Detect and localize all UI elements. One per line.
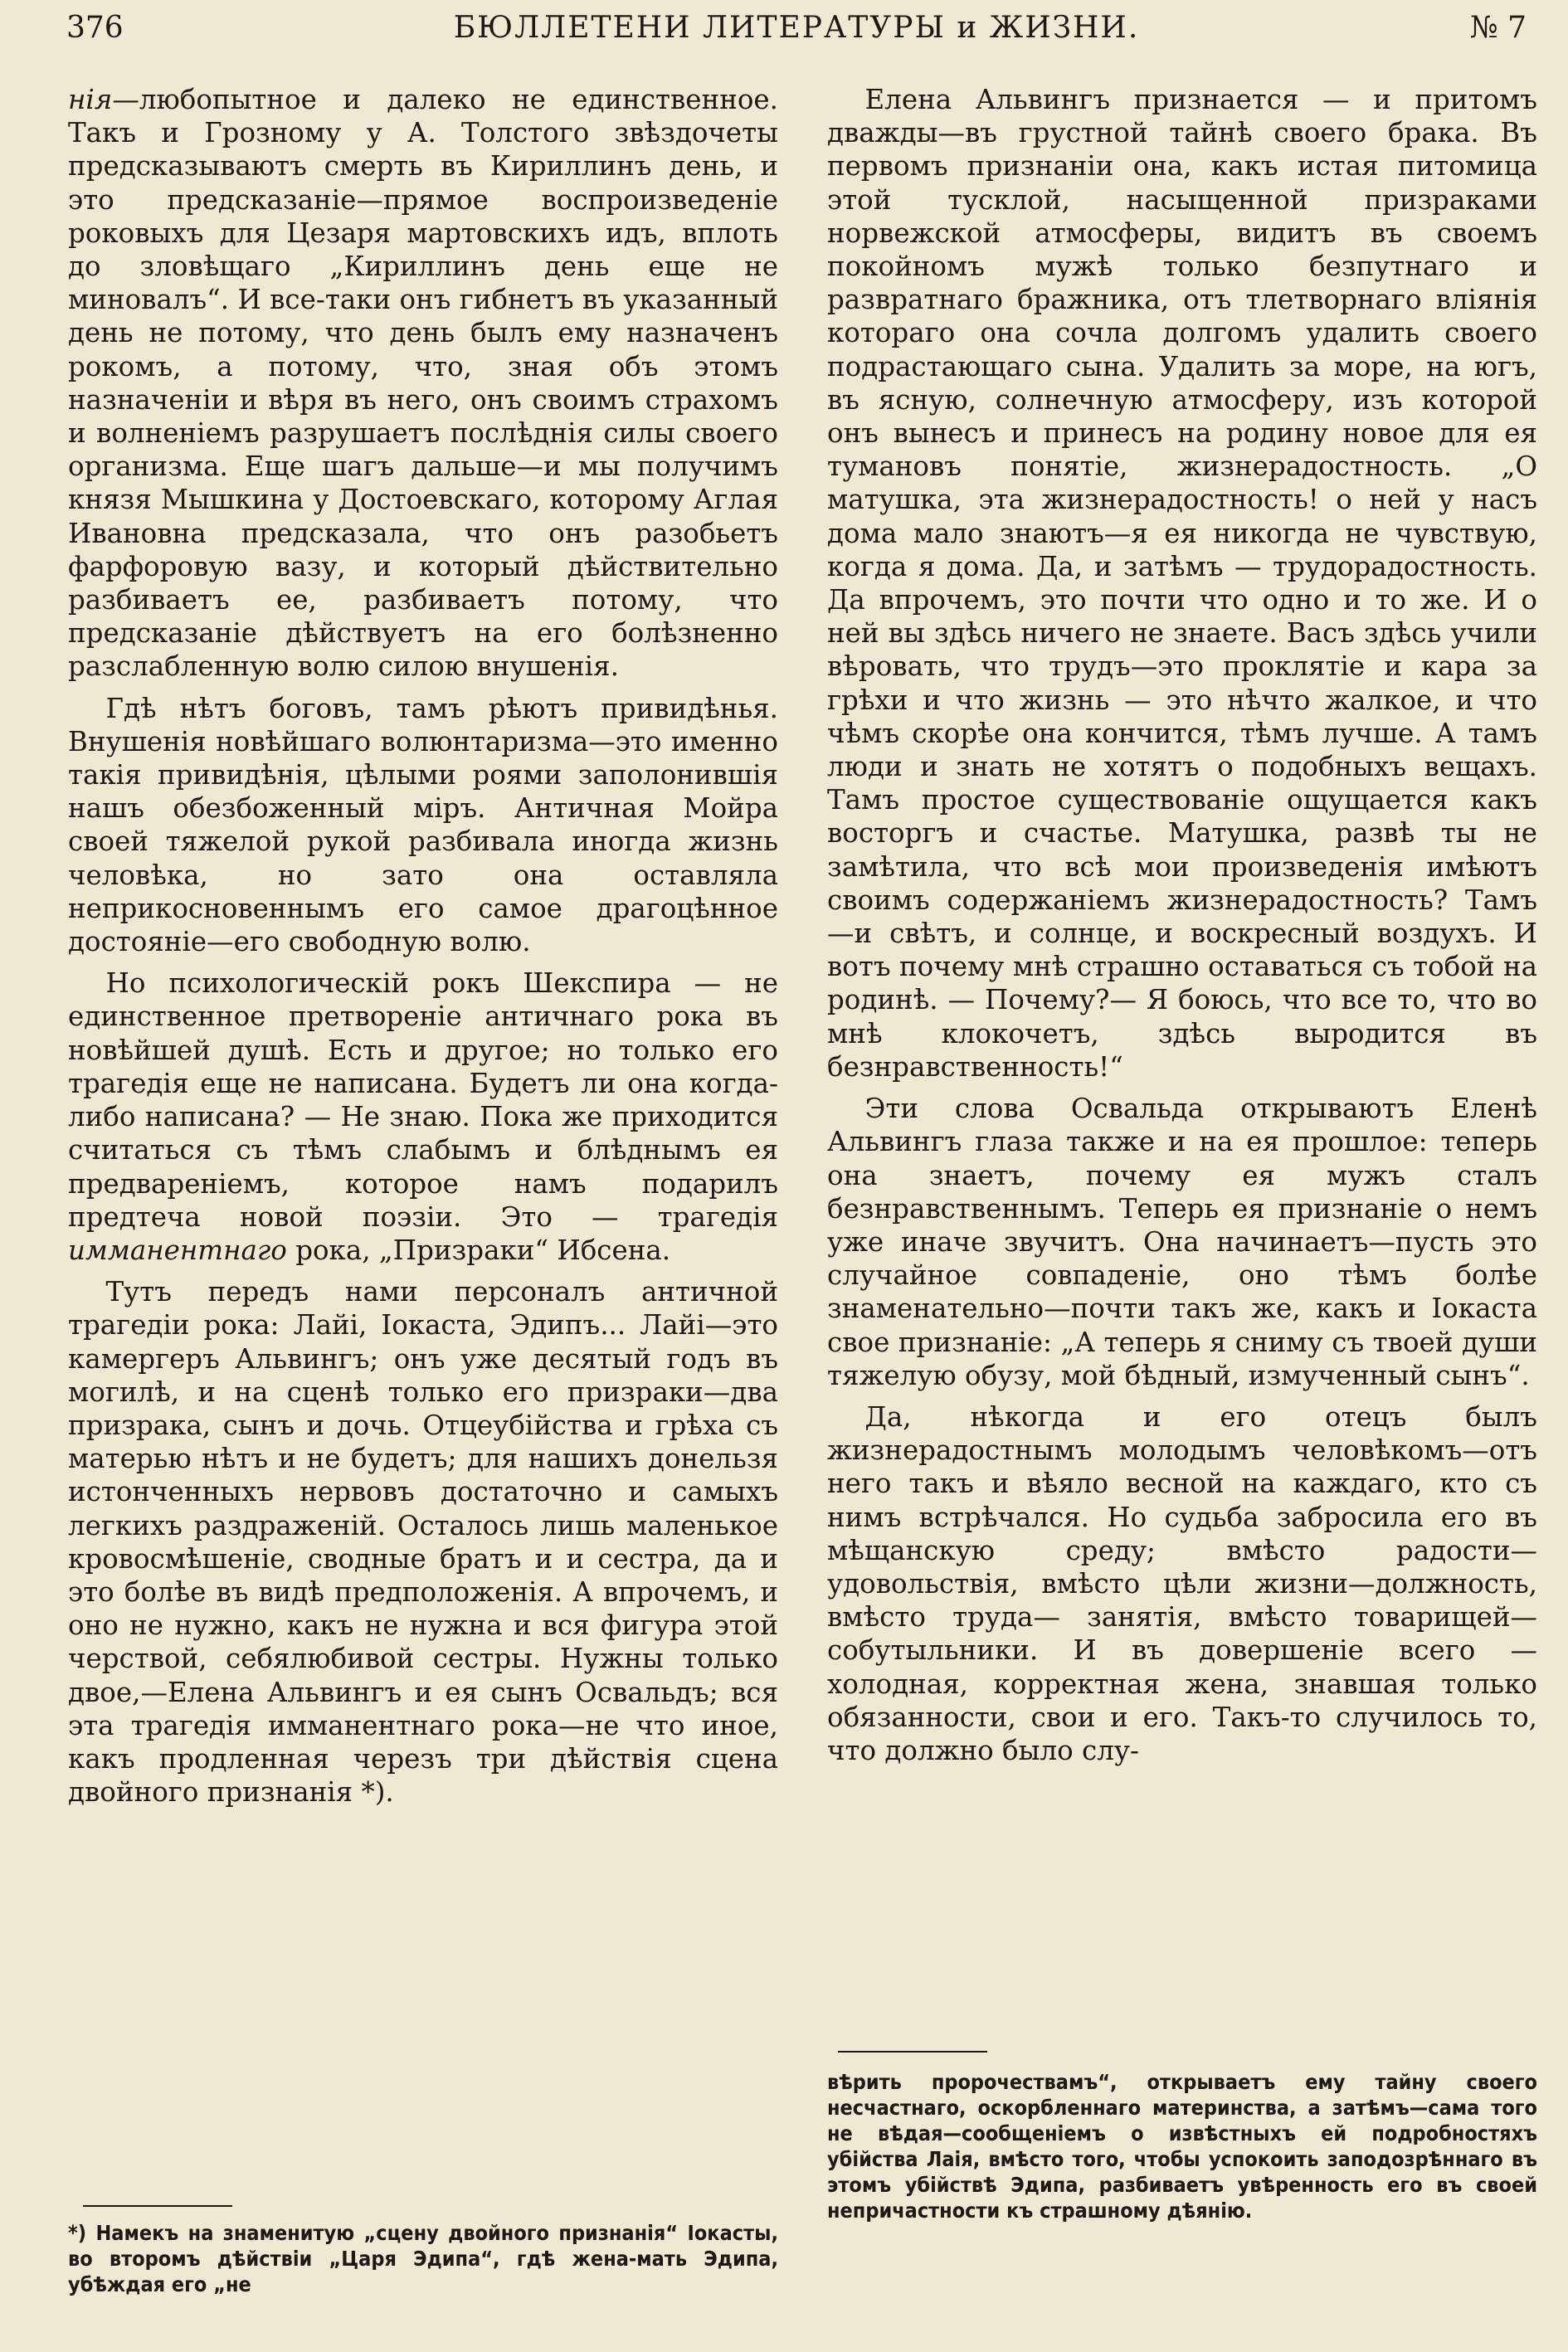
paragraph-6: Эти слова Освальда открываютъ Еленѣ Альвингъ глаза также и на ея прошлое: теперь она знаетъ, почему ея мужъ сталъ безнравственнымъ. Теперь ея признаніе о немъ уже иначе звучитъ. Она начинаетъ—пусть это случайное совпаденіе, оно тѣмъ болѣе знаменательно—почти такъ же, какъ и Іокаста свое признаніе: „А теперь я сниму съ твоей души тяжелую обузу, мой бѣдный, измученный сынъ“. [827,1093,1537,1391]
word-fragment: нія [68,84,113,115]
paragraph-3-text-a: Но психологическій рокъ Шекспира — не единственное претвореніе античнаго рока въ новѣйшей душѣ. Есть и другое; но только его трагедія еще не написана. Будетъ ли она когда-либо написана? — Не знаю. Пока же приходится считаться съ тѣмъ слабымъ и блѣднымъ ея предвареніемъ, которое намъ подарилъ предтеча новой поэзіи. Это — трагедія [68,967,778,1233]
paragraph-1 [68,83,778,684]
footnote-right-text: вѣрить пророчествамъ“, открываетъ ему тайну своего несчастнаго, оскорбленнаго материнства, а затѣмъ—сама того не вѣдая—сообщеніемъ о извѣстныхъ ей подробностяхъ убійства Лаія, вмѣсто того, чтобы успокоить заподозрѣннаго въ этомъ убійствѣ Эдипа, разбиваетъ увѣренность его въ своей непричастности къ страшному дѣянію. [827,2070,1537,2223]
footnote-rule-left [83,2205,232,2207]
footnote-left [68,2220,778,2297]
paragraph-7: Да, нѣкогда и его отецъ былъ жизнерадостнымъ молодымъ человѣкомъ—отъ него такъ и вѣяло весной на каждаго, кто съ нимъ встрѣчался. Но судьба забросила его въ мѣщанскую среду; вмѣсто радости—удовольствія, вмѣсто цѣли жизни—должность, вмѣсто труда— занятія, вмѣсто товарищей—собутыльники. И въ довершеніе всего — холодная, корректная жена, знавшая только обязанности, свои и его. Такъ-то случилось то, что должно было слу- [827,1400,1537,1766]
running-title: БЮЛЛЕТЕНИ ЛИТЕРАТУРЫ и ЖИЗНИ. [453,11,1140,45]
paragraph-2: Гдѣ нѣтъ боговъ, тамъ рѣютъ привидѣнья. Внушенія новѣйшаго волюнтаризма—это именно такія привидѣнія, цѣлыми роями заполонившія нашъ обезбоженный міръ. Античная Мойра своей тяжелой рукой разбивала иногда жизнь человѣка, но зато она оставляла неприкосновеннымъ его самое драгоцѣнное достояніе—его свободную волю. [68,692,778,958]
paragraph-3-emphasis: имманентнаго [68,1234,287,1266]
paragraph-1-text: —любопытное и далеко не единственное. Такъ и Грозному у А. Толстого звѣздочеты предсказываютъ смерть въ Кириллинъ день, и это предсказаніе—прямое воспроизведеніе роковыхъ для Цезаря мартовскихъ идъ, вплоть до зловѣщаго „Кириллинъ день еще не миновалъ“. И все-таки онъ гибнетъ въ указанный день не потому, что день былъ ему назначенъ рокомъ, а потому, что, зная объ этомъ назначеніи и вѣря въ него, онъ своимъ страхомъ и волненіемъ разрушаетъ послѣднія силы своего организма. Еще шагъ дальше—и мы получимъ князя Мышкина у Достоевскаго, которому Аглая Ивановна предсказала, что онъ разобьетъ фарфоровую вазу, и который дѣйствительно разбиваетъ ее, разбиваетъ потому, что предсказаніе дѣйствуетъ на его болѣзненно разслабленную волю силою внушенія. [68,84,778,683]
right-column [827,83,1537,1767]
footnote-rule-right [838,2051,987,2053]
page-number: 376 [66,11,124,45]
left-column [68,83,778,1809]
paragraph-3 [68,967,778,1267]
paragraph-5: Елена Альвингъ признается — и притомъ дважды—въ грустной тайнѣ своего брака. Въ первомъ признаніи она, какъ истая питомица этой тусклой, насыщенной призраками норвежской атмосферы, видитъ въ своемъ покойномъ мужѣ только безпутнаго и развратнаго бражника, отъ тлетворнаго вліянія котораго она сочла долгомъ удалить своего подрастающаго сына. Удалить за море, на югъ, въ ясную, солнечную атмосферу, изъ которой онъ вынесъ и принесъ на родину новое для ея тумановъ понятіе, жизнерадостность. „О матушка, эта жизнерадостность! о ней у насъ дома мало знаютъ—я ея никогда не чувствую, когда я дома. Да, и затѣмъ — трудорадостность. Да впрочемъ, это почти что одно и то же. И о ней вы здѣсь ничего не знаете. Васъ здѣсь учили вѣровать, что трудъ—это проклятіе и кара за грѣхи и что жизнь — это нѣчто жалкое, и что чѣмъ скорѣе она кончится, тѣмъ лучше. А тамъ люди и знать не хотятъ о подобныхъ вещахъ. Тамъ простое существованіе ощущается какъ восторгъ и счастье. Матушка, развѣ ты не замѣтила, что всѣ мои произведенія имѣютъ своимъ содержаніемъ жизнерадостность? Тамъ—и свѣтъ, и солнце, и воскресный воздухъ. И вотъ почему мнѣ страшно оставаться съ тобой на родинѣ. — Почему?— Я боюсь, что все то, что во мнѣ клокочетъ, здѣсь выродится въ безнравственность!“ [827,84,1537,1083]
footnote-right [827,2069,1537,2223]
paragraph-4: Тутъ передъ нами персоналъ античной трагедіи рока: Лайі, Іокаста, Эдипъ... Лайі—это камергеръ Альвингъ; онъ уже десятый годъ въ могилѣ, и на сценѣ только его призраки—два призрака, сынъ и дочь. Отцеубійства и грѣха съ матерью нѣтъ и не будетъ; для нашихъ донельзя истонченныхъ нервовъ достаточно и самыхъ легкихъ раздраженій. Осталось лишь маленькое кровосмѣшеніе, сводные братъ и и сестра, да и это болѣе въ видѣ предположенія. А впрочемъ, и оно не нужно, какъ не нужна и вся фигура этой черствой, себялюбивой сестры. Нужны только двое,—Елена Альвингъ и ея сынъ Освальдъ; вся эта трагедія имманентнаго рока—не что иное, какъ продленная черезъ три дѣйствія сцена двойного признанія *). [68,1276,778,1809]
paragraph-3-text-b: рока, „Призраки“ Ибсена. [295,1234,671,1266]
issue-number: № 7 [1469,11,1527,45]
page-header [66,7,1527,50]
footnote-left-text: *) Намекъ на знаменитую „сцену двойного признанія“ Іокасты, во второмъ дѣйствіи „Царя Эдипа“, гдѣ жена-мать Эдипа, убѣждая его „не [68,2221,778,2296]
